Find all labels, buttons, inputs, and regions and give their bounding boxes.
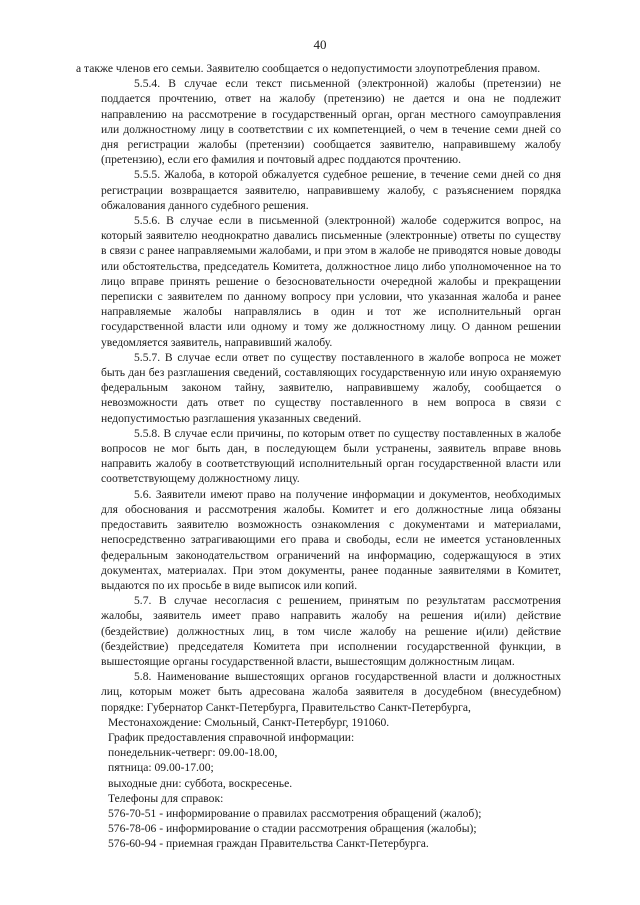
paragraph-5-7: 5.7. В случае несогласия с решением, принятым по результатам рассмотрения жалобы, заявитель имеет право направить жалобу на решения и(или) действие (бездействие) должностных лиц, в том числе жалобу на решение и(или) действие (бездействие) председателя Комитета при исполнении государственной функции, в вышестоящие органы государственной власти, вышестоящим должностным лицам. — [101, 594, 561, 668]
paragraph-continuation: а также членов его семьи. Заявителю сообщается о недопустимости злоупотребления правом. — [76, 62, 541, 75]
paragraph-5-5-4: 5.5.4. В случае если текст письменной (электронной) жалобы (претензии) не поддается прочтению, ответ на жалобу (претензию) не дается и она не подлежит направлению на рассмотрение в государственный орган, орган местного самоуправления или должностному лицу в соответствии с их компетенцией, о чем в течение семи дней со дня регистрации жалобы (претензии) сообщается заявителю, направившему жалобу (претензию), если его фамилия и почтовый адрес поддаются прочтению. — [101, 77, 561, 167]
phone-line-rules: 576-70-51 - информирование о правилах рассмотрения обращений (жалоб); — [108, 806, 482, 820]
paragraph-5-5-6: 5.5.6. В случае если в письменной (электронной) жалобе содержится вопрос, на который заявителю неоднократно давались письменные (электронные) ответы по существу в связи с ранее направляемыми жалобами, и при этом в жалобе не приводятся новые доводы или обстоятельства, председатель Комитета, должностное лицо либо уполномоченное на то лицо вправе принять решение о безосновательности очередной жалобы и прекращении переписки с заявителем по данному вопросу при условии, что указанная жалоба и ранее направляемые жалобы направлялись в один и тот же исполнительный орган государственной власти или одному и тому же должностному лицу. О данном решении уведомляется заявитель, направивший жалобу. — [101, 214, 561, 349]
document-body — [76, 61, 561, 852]
paragraph-5-5-5: 5.5.5. Жалоба, в которой обжалуется судебное решение, в течение семи дней со дня регистрации возвращается заявителю, направившему жалобу, с разъяснением порядка обжалования данного судебного решения. — [101, 168, 561, 212]
paragraph-5-5-8: 5.5.8. В случае если причины, по которым ответ по существу поставленных в жалобе вопросов не мог быть дан, в последующем были устранены, заявитель вправе вновь направить жалобу в соответствующий исполнительный орган государственной власти или соответствующему должностному лицу. — [101, 426, 561, 486]
paragraph-5-8: 5.8. Наименование вышестоящих органов государственной власти и должностных лиц, которым может быть адресована жалоба заявителя в досудебном (внесудебном) порядке: Губернатор Санкт-Петербурга, Правительство Санкт-Петербурга, — [101, 670, 561, 714]
schedule-heading: График предоставления справочной информации: — [108, 730, 355, 744]
phone-line-status: 576-78-06 - информирование о стадии рассмотрения обращения (жалобы); — [108, 822, 477, 836]
paragraph-5-5-7: 5.5.7. В случае если ответ по существу поставленного в жалобе вопроса не может быть дан без разглашения сведений, составляющих государственную или иную охраняемую федеральным законом тайну, заявителю, направившему жалобу, сообщается о невозможности дать ответ по существу поставленного в нем вопроса в связи с недопустимостью разглашения указанных сведений. — [101, 350, 561, 425]
schedule-mon-thu: понедельник-четверг: 09.00-18.00, — [108, 746, 278, 760]
phones-heading: Телефоны для справок: — [108, 791, 224, 805]
address-line: Местонахождение: Смольный, Санкт-Петербург, 191060. — [108, 715, 390, 729]
page-number: 40 — [313, 37, 327, 52]
phone-line-reception: 576-60-94 - приемная граждан Правительства Санкт-Петербурга. — [108, 837, 429, 851]
schedule-friday: пятница: 09.00-17.00; — [108, 761, 214, 775]
schedule-weekend: выходные дни: суббота, воскресенье. — [108, 776, 293, 790]
paragraph-5-6: 5.6. Заявители имеют право на получение информации и документов, необходимых для обоснования и рассмотрения жалобы. Комитет и его должностные лица обязаны предоставить заявителю возможность ознакомления с документами и материалами, непосредственно затрагивающими его права и свободы, если не имеется установленных федеральным законодательством ограничений на информацию, содержащуюся в этих документах, материалах. При этом документы, ранее поданные заявителями в Комитет, выдаются по их просьбе в виде выписок или копий. — [101, 487, 561, 592]
